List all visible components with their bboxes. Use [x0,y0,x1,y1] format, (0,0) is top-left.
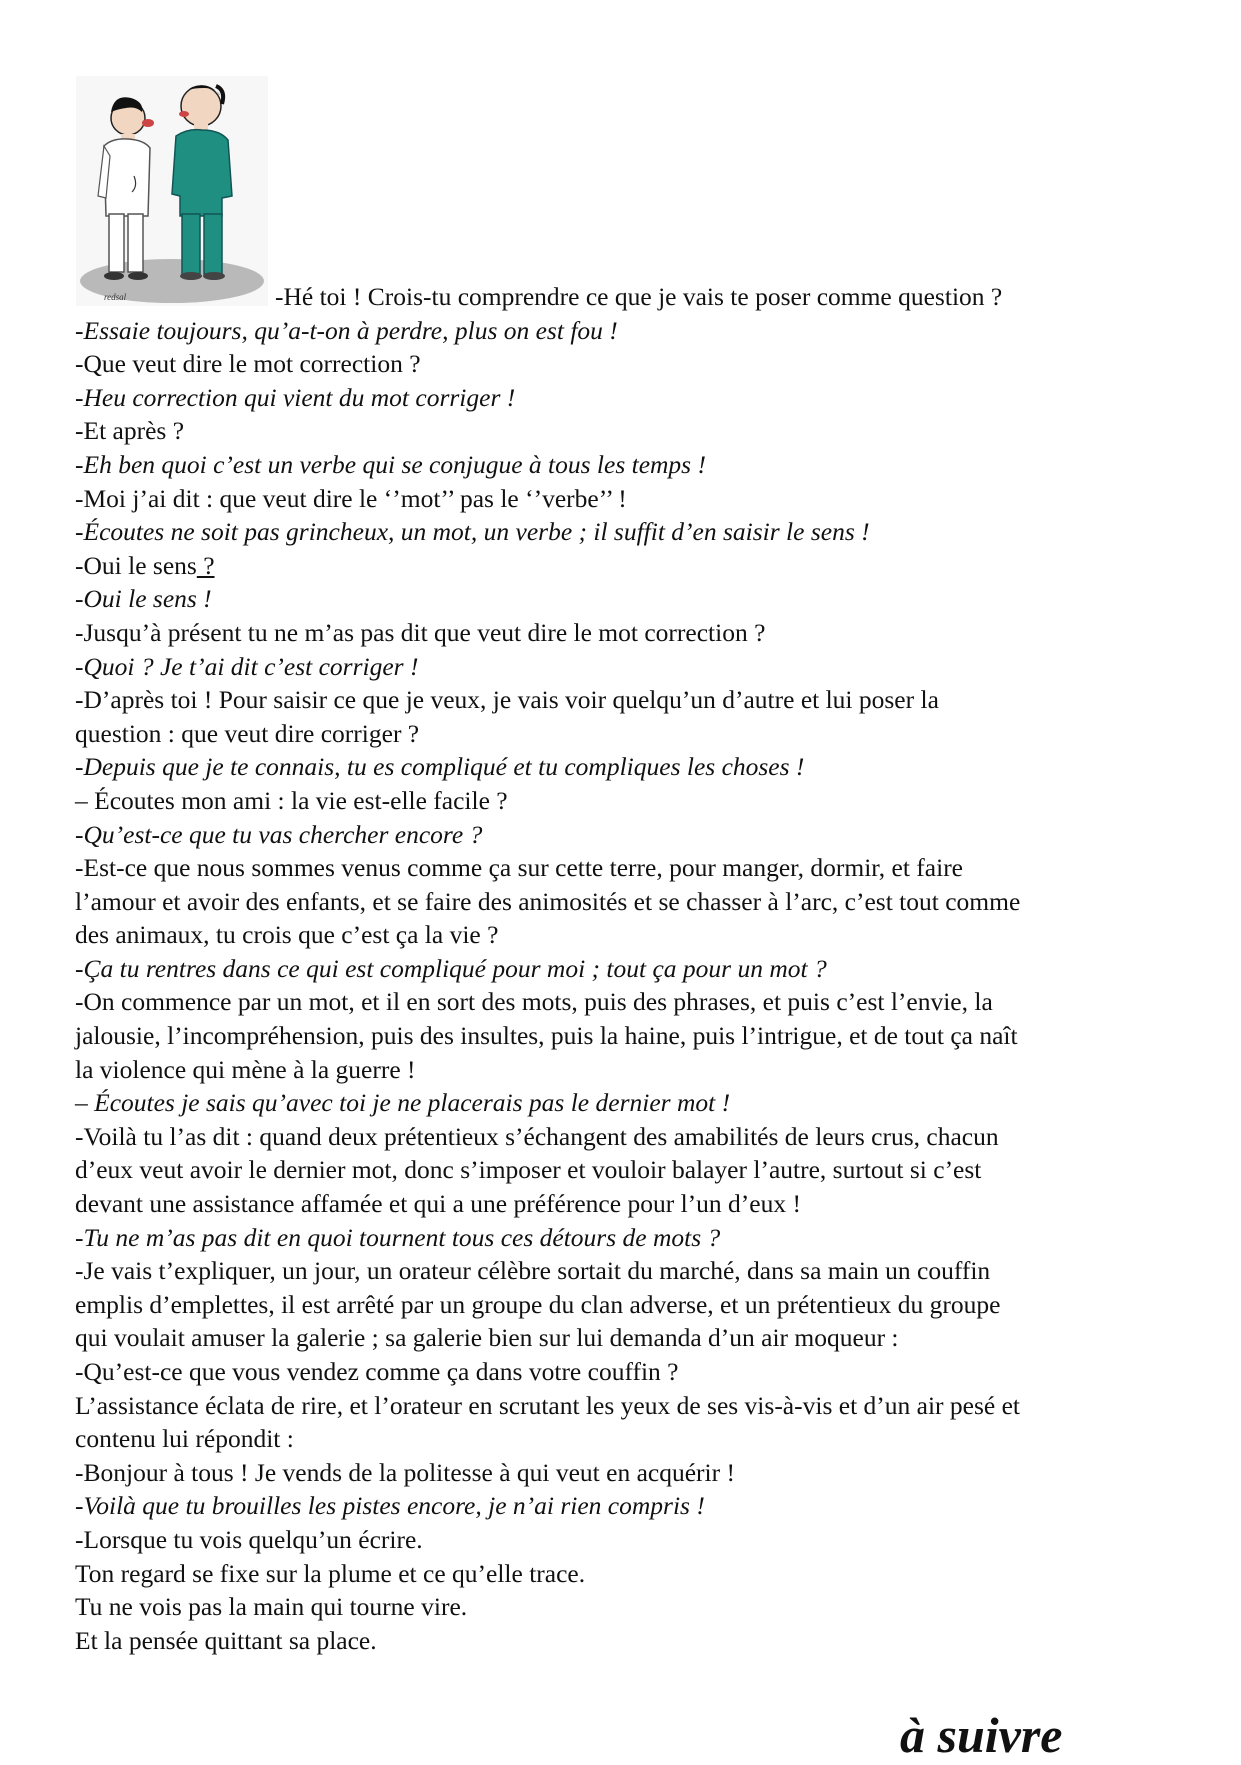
dialogue-line-text: -On commence par un mot, et il en sort des mots, puis des phrases, et puis c’est l’envie, la [75,987,993,1017]
dialogue-line-text: -Que veut dire le mot correction ? [75,349,421,379]
dialogue-line-text: qui voulait amuser la galerie ; sa galerie bien sur lui demanda d’un air moqueur : [75,1323,899,1353]
dialogue-line [75,1187,1175,1221]
dialogue-line [75,683,1175,717]
dialogue-line [75,1254,1175,1288]
dialogue-line-text: devant une assistance affamée et qui a une préférence pour l’un d’eux ! [75,1189,801,1219]
dialogue-line [75,1523,1175,1557]
dialogue-line [75,1053,1175,1087]
dialogue-line-text: jalousie, l’incompréhension, puis des insultes, puis la haine, puis l’intrigue, et de tout ça naît [75,1021,1018,1051]
dialogue-line-text: d’eux veut avoir le dernier mot, donc s’imposer et vouloir balayer l’autre, surtout si c’est [75,1155,982,1185]
dialogue-line-text: – Écoutes mon ami : la vie est-elle facile ? [75,785,508,815]
dialogue-line [75,482,1175,516]
dialogue-line-text: -Quoi ? Je t’ai dit c’est corriger ! [75,651,419,681]
dialogue-line-text: -Ça tu rentres dans ce qui est compliqué pour moi ; tout ça pour un mot ? [75,953,827,983]
dialogue-line [75,1489,1175,1523]
dialogue-line [75,1590,1175,1624]
artist-signature: redsal [104,292,127,302]
dialogue-line [75,549,1175,583]
dialogue-line-text: -Oui le sens [75,550,197,580]
dialogue-line-text: -Eh ben quoi c’est un verbe qui se conjugue à tous les temps ! [75,449,706,479]
dialogue-line-text: -Essaie toujours, qu’a-t-on à perdre, plus on est fou ! [75,315,618,345]
dialogue-line-text: -Voilà que tu brouilles les pistes encore, je n’ai rien compris ! [75,1491,705,1521]
dialogue-text [75,280,1175,1657]
dialogue-line [75,314,1175,348]
dialogue-line [75,750,1175,784]
dialogue-line-text: -Oui le sens ! [75,584,212,614]
dialogue-line [75,1221,1175,1255]
dialogue-line [75,851,1175,885]
dialogue-line [75,1086,1175,1120]
dialogue-line-text: question : que veut dire corriger ? [75,718,420,748]
dialogue-line [75,1288,1175,1322]
dialogue-line [75,414,1175,448]
dialogue-line-text: -Jusqu’à présent tu ne m’as pas dit que veut dire le mot correction ? [75,617,766,647]
dialogue-line-text: des animaux, tu crois que c’est ça la vie ? [75,920,499,950]
dialogue-line [75,952,1175,986]
dialogue-line-text: -Écoutes ne soit pas grincheux, un mot, un verbe ; il suffit d’en saisir le sens ! [75,517,870,547]
dialogue-line [75,985,1175,1019]
dialogue-line [75,515,1175,549]
dialogue-line-text: la violence qui mène à la guerre ! [75,1054,416,1084]
dialogue-line [75,381,1175,415]
dialogue-line [75,280,1175,314]
dialogue-line [75,616,1175,650]
dialogue-line-text: Tu ne vois pas la main qui tourne vire. [75,1592,468,1622]
dialogue-line-text: -D’après toi ! Pour saisir ce que je veux, je vais voir quelqu’un d’autre et lui poser la [75,685,939,715]
dialogue-line-text: -Et après ? [75,416,185,446]
dialogue-line-text: l’amour et avoir des enfants, et se faire des animosités et se chasser à l’arc, c’est tout comme [75,886,1021,916]
dialogue-line-text: -Est-ce que nous sommes venus comme ça sur cette terre, pour manger, dormir, et faire [75,853,964,883]
dialogue-line [75,650,1175,684]
dialogue-line [75,818,1175,852]
dialogue-line-text: -Moi j’ai dit : que veut dire le ‘’mot’’ pas le ‘’verbe’’ ! [75,483,627,513]
dialogue-line [75,582,1175,616]
dialogue-line-text: -Tu ne m’as pas dit en quoi tournent tous ces détours de mots ? [75,1222,721,1252]
dialogue-line [75,1019,1175,1053]
dialogue-line [75,918,1175,952]
dialogue-line [75,347,1175,381]
dialogue-line-text: -Qu’est-ce que tu vas chercher encore ? [75,819,483,849]
dialogue-line [75,717,1175,751]
to-be-continued: à suivre [900,1707,1063,1763]
dialogue-line [75,1422,1175,1456]
dialogue-line-text: -Heu correction qui vient du mot corriger ! [75,382,516,412]
dialogue-line-text: contenu lui répondit : [75,1424,294,1454]
dialogue-line-text: -Depuis que je te connais, tu es compliqué et tu compliques les choses ! [75,752,805,782]
dialogue-line-text: -Bonjour à tous ! Je vends de la politesse à qui veut en acquérir ! [75,1457,735,1487]
dialogue-line [75,1389,1175,1423]
dialogue-line-text: -Qu’est-ce que vous vendez comme ça dans votre couffin ? [75,1357,679,1386]
underlined-mark: ? [196,550,215,580]
dialogue-line-text: -Je vais t’expliquer, un jour, un orateur célèbre sortait du marché, dans sa main un couffin [75,1256,991,1286]
dialogue-line-text: -Voilà tu l’as dit : quand deux prétentieux s’échangent des amabilités de leurs crus, chacun [75,1121,999,1151]
dialogue-line [75,1557,1175,1591]
dialogue-line-text: emplis d’emplettes, il est arrêté par un groupe du clan adverse, et un prétentieux du groupe [75,1289,1001,1319]
dialogue-line [75,1153,1175,1187]
cartoon-illustration [76,76,268,306]
dialogue-line [75,1355,1175,1389]
dialogue-line [75,1456,1175,1490]
dialogue-line-text: L’assistance éclata de rire, et l’orateur en scrutant les yeux de ses vis-à-vis et d’un air pesé et [75,1390,1021,1420]
dialogue-line [75,1120,1175,1154]
dialogue-line [75,448,1175,482]
dialogue-line [75,885,1175,919]
dialogue-line-text: – Écoutes je sais qu’avec toi je ne placerais pas le dernier mot ! [75,1088,731,1118]
dialogue-line-text: Et la pensée quittant sa place. [75,1625,377,1655]
dialogue-line [75,1624,1175,1658]
dialogue-line-text: -Lorsque tu vois quelqu’un écrire. [75,1524,423,1554]
dialogue-line-text: Ton regard se fixe sur la plume et ce qu’elle trace. [75,1558,586,1588]
dialogue-line-text: -Hé toi ! Crois-tu comprendre ce que je vais te poser comme question ? [275,282,1003,311]
dialogue-line [75,1321,1175,1355]
dialogue-line [75,784,1175,818]
